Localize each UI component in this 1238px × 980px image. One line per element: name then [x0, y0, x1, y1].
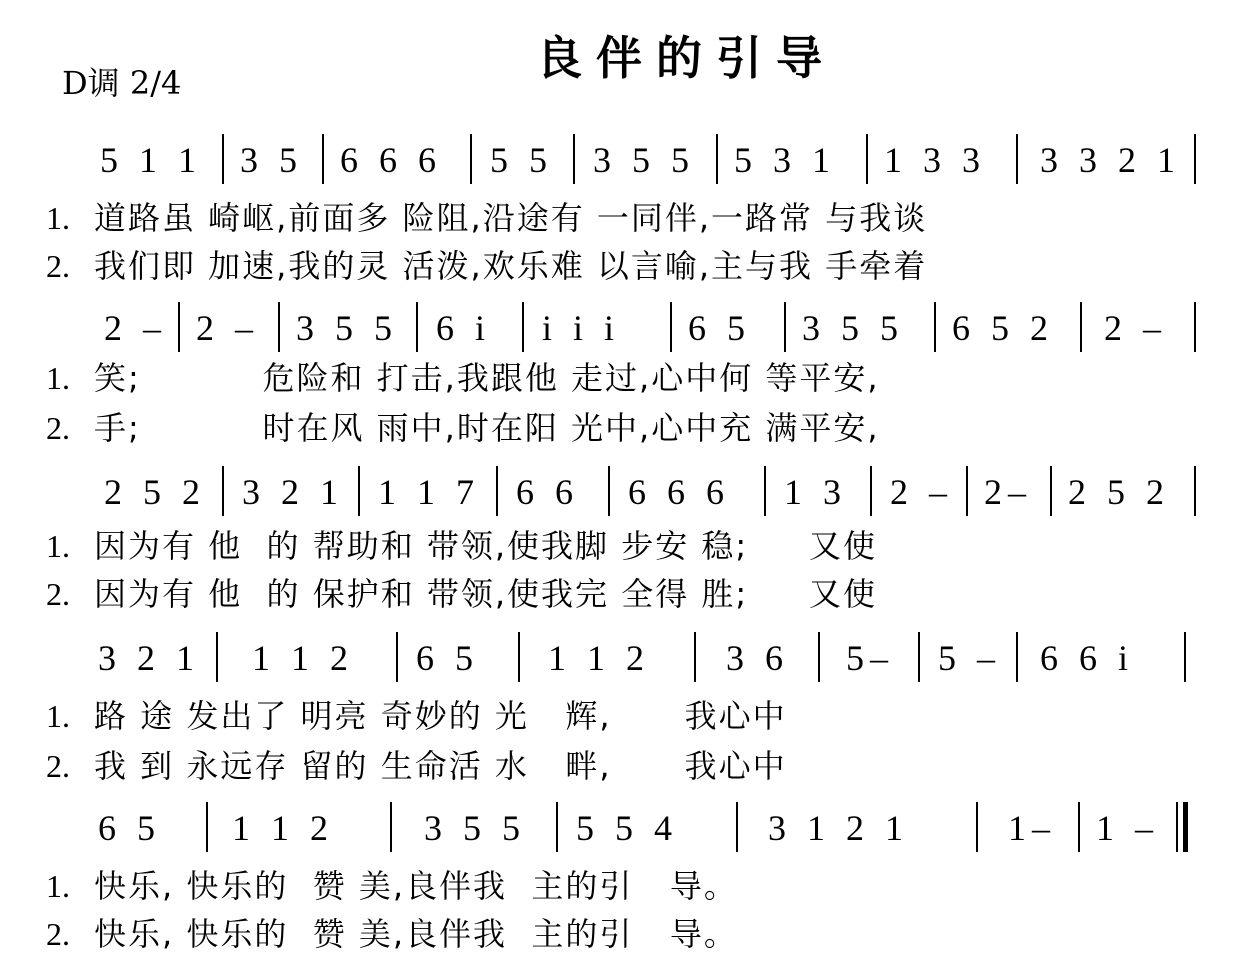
barline	[608, 466, 610, 516]
final-barline-thick	[1183, 802, 1188, 852]
measure: 3 5	[240, 140, 303, 180]
measure: 2 5 2	[1068, 472, 1170, 512]
barline	[1194, 466, 1196, 516]
barline	[866, 134, 868, 184]
lyric-line	[46, 406, 880, 450]
verse-number: 1.	[46, 360, 70, 396]
measure: 3 5 5	[296, 308, 398, 348]
barline	[522, 302, 524, 352]
measure: 6 6 i	[1040, 638, 1135, 678]
measure: 6 5 2	[952, 308, 1054, 348]
barline	[764, 466, 766, 516]
notation-row-1	[0, 132, 1238, 188]
lyric-text: 我们即 加速,我的灵 活泼,欢乐难 以言喻,主与我 手牵着	[94, 247, 928, 285]
measure: 5–	[846, 638, 894, 678]
measure: 6 5	[688, 308, 751, 348]
barline	[1194, 134, 1196, 184]
barline	[216, 632, 218, 682]
measure: 2–	[984, 472, 1032, 512]
measure: 5 5	[490, 140, 553, 180]
barline	[178, 302, 180, 352]
measure: 5 5 4	[576, 808, 678, 848]
lyric-text: 笑; 危险和 打击,我跟他 走过,心中何 等平安,	[94, 359, 880, 397]
barline	[966, 466, 968, 516]
barline	[573, 134, 575, 184]
barline	[818, 632, 820, 682]
barline	[670, 302, 672, 352]
barline	[1184, 632, 1186, 682]
verse-number: 1.	[46, 698, 70, 734]
barline	[358, 466, 360, 516]
verse-number: 1.	[46, 200, 70, 236]
measure: 6 6	[516, 472, 579, 512]
measure: 1 3	[784, 472, 847, 512]
lyric-text: 道路虽 崎岖,前面多 险阻,沿途有 一同伴,一路常 与我谈	[94, 199, 928, 237]
barline	[222, 466, 224, 516]
lyric-line	[46, 524, 877, 568]
barline	[322, 134, 324, 184]
lyric-line	[46, 196, 927, 240]
measure: 3 3 2 1	[1040, 140, 1181, 180]
measure: 3 5 5	[424, 808, 526, 848]
measure: 1 1 2	[232, 808, 334, 848]
measure: 2 –	[1104, 308, 1167, 348]
barline	[518, 632, 520, 682]
measure: 6 6 6	[628, 472, 730, 512]
barline	[736, 802, 738, 852]
verse-number: 1.	[46, 868, 70, 904]
verse-number: 2.	[46, 576, 70, 612]
barline	[416, 302, 418, 352]
measure: 1 1 2	[548, 638, 650, 678]
lyric-line	[46, 244, 927, 288]
lyric-line	[46, 912, 738, 956]
barline	[976, 802, 978, 852]
measure: 6 5	[416, 638, 479, 678]
measure: 1 1 7	[378, 472, 480, 512]
song-title: 良伴的引导	[536, 31, 836, 85]
verse-number: 2.	[46, 916, 70, 952]
measure: 5 3 1	[734, 140, 836, 180]
lyric-line	[46, 356, 880, 400]
notation-row-5	[0, 800, 1238, 856]
barline	[1016, 134, 1018, 184]
measure: 3 2 1	[242, 472, 344, 512]
lyric-text: 因为有 他 的 保护和 带领,使我完 全得 胜; 又使	[94, 575, 878, 613]
measure: 3 5 5	[802, 308, 904, 348]
lyric-text: 路 途 发出了 明亮 奇妙的 光 辉, 我心中	[94, 697, 787, 735]
barline	[1050, 466, 1052, 516]
barline	[694, 632, 696, 682]
barline	[496, 466, 498, 516]
verse-number: 1.	[46, 528, 70, 564]
measure: i i i	[542, 308, 621, 348]
barline	[1078, 802, 1080, 852]
lyric-line	[46, 744, 787, 788]
barline	[784, 302, 786, 352]
measure: 1 –	[1096, 808, 1159, 848]
notation-row-4	[0, 630, 1238, 686]
measure: 1–	[1008, 808, 1056, 848]
final-barline-thin	[1176, 802, 1178, 852]
barline	[716, 134, 718, 184]
barline	[470, 134, 472, 184]
measure: 1 3 3	[884, 140, 986, 180]
lyric-text: 我 到 永远存 留的 生命活 水 畔, 我心中	[94, 747, 787, 785]
barline	[934, 302, 936, 352]
measure: 6 i	[436, 308, 492, 348]
barline	[396, 632, 398, 682]
lyric-line	[46, 864, 738, 908]
verse-number: 2.	[46, 248, 70, 284]
lyric-line	[46, 572, 877, 616]
barline	[1016, 632, 1018, 682]
measure: 3 6	[726, 638, 789, 678]
measure: 3 1 2 1	[768, 808, 909, 848]
measure: 6 6 6	[340, 140, 442, 180]
key-signature: D调 2/4	[62, 64, 182, 102]
barline	[206, 802, 208, 852]
measure: 5 –	[938, 638, 1001, 678]
verse-number: 2.	[46, 410, 70, 446]
notation-row-2	[0, 300, 1238, 356]
measure: 3 5 5	[593, 140, 695, 180]
measure: 6 5	[98, 808, 161, 848]
measure: 2 5 2	[104, 472, 206, 512]
barline	[1194, 302, 1196, 352]
measure: 5 1 1	[100, 140, 202, 180]
lyric-text: 手; 时在风 雨中,时在阳 光中,心中充 满平安,	[94, 409, 880, 447]
lyric-line	[46, 694, 787, 738]
measure: 1 1 2	[252, 638, 354, 678]
lyric-text: 因为有 他 的 帮助和 带领,使我脚 步安 稳; 又使	[94, 527, 878, 565]
lyric-text: 快乐, 快乐的 赞 美,良伴我 主的引 导。	[94, 915, 738, 953]
measure: 2 –	[104, 308, 167, 348]
barline	[278, 302, 280, 352]
measure: 2 –	[196, 308, 259, 348]
barline	[222, 134, 224, 184]
verse-number: 2.	[46, 748, 70, 784]
barline	[870, 466, 872, 516]
barline	[1080, 302, 1082, 352]
barline	[390, 802, 392, 852]
barline	[556, 802, 558, 852]
barline	[918, 632, 920, 682]
lyric-text: 快乐, 快乐的 赞 美,良伴我 主的引 导。	[94, 867, 738, 905]
notation-row-3	[0, 464, 1238, 520]
measure: 3 2 1	[98, 638, 200, 678]
measure: 2 –	[890, 472, 953, 512]
